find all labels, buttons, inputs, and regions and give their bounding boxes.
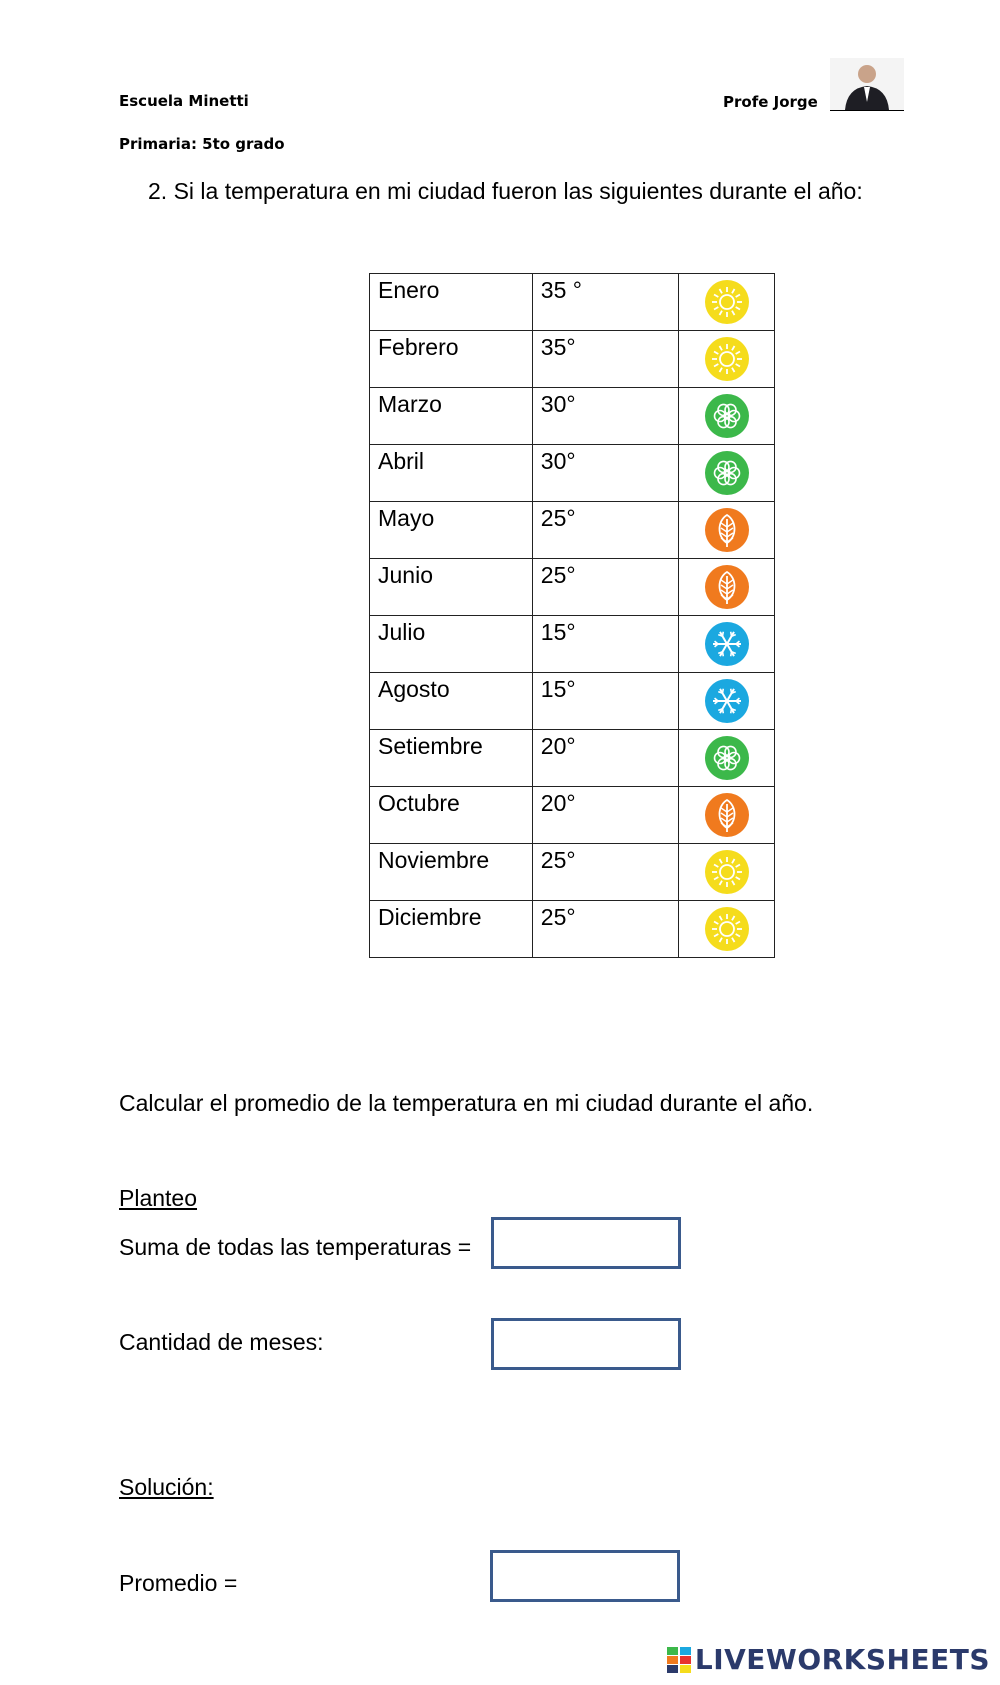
temperature-table [369,273,775,958]
month-cell: Enero [370,274,533,331]
solucion-heading: Solución: [119,1474,214,1500]
temperature-cell: 15° [532,616,678,673]
temperature-cell: 25° [532,901,678,958]
month-cell: Mayo [370,502,533,559]
sun-icon [704,906,750,952]
temperature-cell: 15° [532,673,678,730]
temperature-cell: 20° [532,787,678,844]
table-row [370,388,775,445]
season-icon-cell [679,901,775,958]
planteo-heading: Planteo [119,1185,198,1211]
count-answer-box[interactable] [491,1318,681,1370]
flower-icon [704,393,750,439]
school-name: Escuela Minetti [119,92,249,110]
temperature-cell: 30° [532,445,678,502]
table-row [370,445,775,502]
temperature-cell: 25° [532,502,678,559]
season-icon-cell [679,673,775,730]
temperature-cell: 35° [532,331,678,388]
table-row [370,502,775,559]
table-row [370,274,775,331]
table-row [370,559,775,616]
average-label: Promedio = [119,1570,238,1596]
count-label: Cantidad de meses: [119,1329,324,1355]
temperature-cell: 25° [532,844,678,901]
table-row [370,331,775,388]
temperature-cell: 25° [532,559,678,616]
temperature-cell: 20° [532,730,678,787]
season-icon-cell [679,787,775,844]
temperature-cell: 35 ° [532,274,678,331]
season-icon-cell [679,388,775,445]
snowflake-icon [704,621,750,667]
season-icon-cell [679,274,775,331]
table-row [370,901,775,958]
liveworksheets-logo-icon [667,1647,691,1673]
month-cell: Julio [370,616,533,673]
table-row [370,730,775,787]
table-row [370,616,775,673]
month-cell: Abril [370,445,533,502]
month-cell: Setiembre [370,730,533,787]
season-icon-cell [679,730,775,787]
month-cell: Noviembre [370,844,533,901]
leaf-icon [704,564,750,610]
flower-icon [704,450,750,496]
teacher-name: Profe Jorge [723,93,818,111]
table-row [370,787,775,844]
season-icon-cell [679,844,775,901]
sun-icon [704,279,750,325]
sum-answer-box[interactable] [491,1217,681,1269]
instruction-text: Calcular el promedio de la temperatura en mi ciudad durante el año. [119,1090,814,1116]
liveworksheets-brand [667,1643,990,1676]
table-row [370,673,775,730]
month-cell: Junio [370,559,533,616]
average-answer-box[interactable] [490,1550,680,1602]
temperature-cell: 30° [532,388,678,445]
flower-icon [704,735,750,781]
sun-icon [704,849,750,895]
sum-label: Suma de todas las temperaturas = [119,1234,472,1260]
month-cell: Diciembre [370,901,533,958]
month-cell: Marzo [370,388,533,445]
leaf-icon [704,792,750,838]
sun-icon [704,336,750,382]
season-icon-cell [679,616,775,673]
brand-text: LIVEWORKSHEETS [694,1643,990,1676]
grade-label: Primaria: 5to grado [119,135,285,153]
leaf-icon [704,507,750,553]
season-icon-cell [679,559,775,616]
season-icon-cell [679,502,775,559]
teacher-avatar [830,58,904,111]
season-icon-cell [679,445,775,502]
month-cell: Febrero [370,331,533,388]
question-text: 2. Si la temperatura en mi ciudad fueron las siguientes durante el año: [148,178,863,204]
table-row [370,844,775,901]
month-cell: Agosto [370,673,533,730]
season-icon-cell [679,331,775,388]
snowflake-icon [704,678,750,724]
month-cell: Octubre [370,787,533,844]
